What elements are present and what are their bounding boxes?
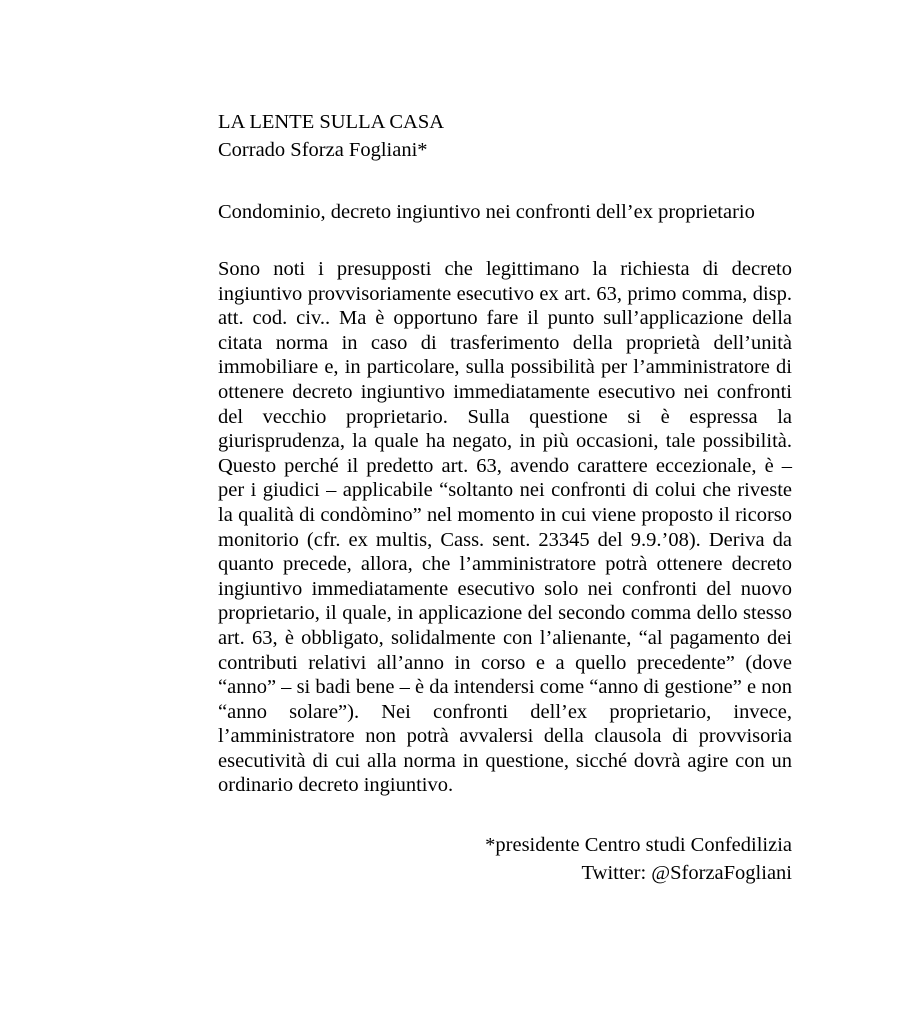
article-body bbox=[218, 257, 792, 798]
signature-block bbox=[218, 831, 792, 887]
article-subject-line: Condominio, decreto ingiuntivo nei confronti dell’ex proprietario bbox=[218, 201, 755, 223]
body-paragraph: Sono noti i presupposti che legittimano la richiesta di decreto ingiuntivo provvisoriamente esecutivo ex art. 63, primo comma, disp. att. cod. civ.. Ma è opportuno fare il punto sull’applicazione della citata norma in caso di trasferimento della proprietà dell’unità immobiliare e, in particolare, sulla possibilità per l’amministratore di ottenere decreto ingiuntivo immediatamente esecutivo nei confronti del vecchio proprietario. Sulla questione si è espressa la giurisprudenza, la quale ha negato, in più occasioni, tale possibilità. Questo perché il predetto art. 63, avendo carattere eccezionale, è – per i giudici – applicabile “soltanto nei confronti di colui che riveste la qualità di condòmino” nel momento in cui viene proposto il ricorso monitorio (cfr. ex multis, Cass. sent. 23345 del 9.9.’08). Deriva da quanto precede, allora, che l’amministratore potrà ottenere decreto ingiuntivo immediatamente esecutivo solo nei confronti del nuovo proprietario, il quale, in applicazione del secondo comma dello stesso art. 63, è obbligato, solidalmente con l’alienante, “al pagamento dei contributi relativi all’anno in corso e a quello precedente” (dove “anno” – si badi bene – è da intendersi come “anno di gestione” e non “anno solare”). Nei confronti dell’ex proprietario, invece, l’amministratore non potrà avvalersi della clausola di provvisoria esecutività di cui alla norma in questione, sicché dovrà agire con un ordinario decreto ingiuntivo. bbox=[218, 258, 792, 797]
article-content bbox=[218, 108, 792, 887]
column-heading: LA LENTE SULLA CASA bbox=[218, 111, 445, 133]
author-social-handle: Twitter: @SforzaFogliani bbox=[581, 862, 792, 885]
author-byline: Corrado Sforza Fogliani* bbox=[218, 139, 428, 161]
author-affiliation: *presidente Centro studi Confedilizia bbox=[485, 834, 792, 857]
